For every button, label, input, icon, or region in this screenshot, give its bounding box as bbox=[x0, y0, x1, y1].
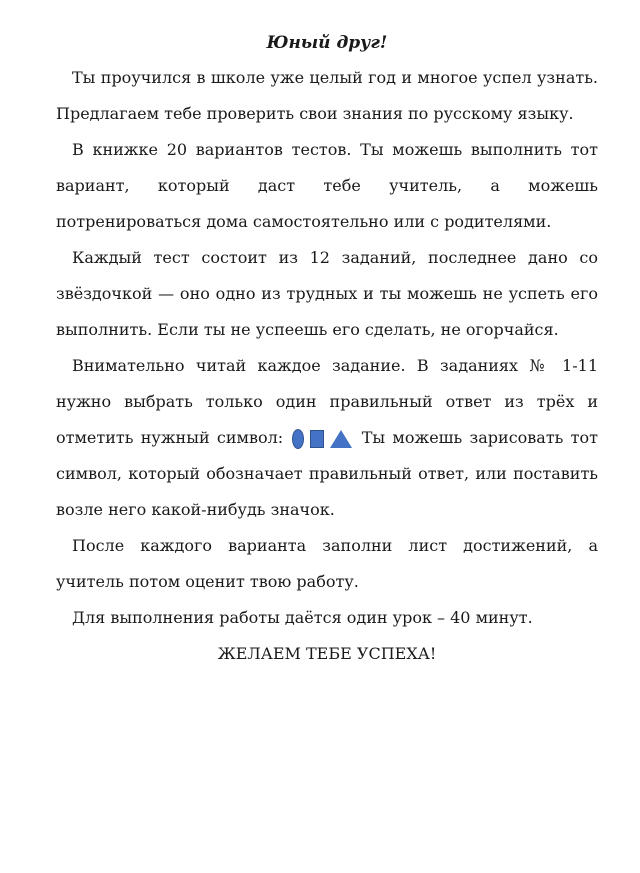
paragraph-variants: В книжке 20 вариантов тестов. Ты можешь выполнить тот вариант, который даст тебе учитель, а можешь потренироваться дома самостоятельно или с родителями. bbox=[56, 140, 598, 231]
paragraph-instructions-part2: Ты можешь зарисовать тот символ, который обозначает правильный ответ, или поставить возле него какой-нибудь значок. bbox=[56, 428, 599, 519]
rectangle-icon bbox=[310, 430, 324, 448]
paragraph-time: Для выполнения работы даётся один урок – 40 минут. bbox=[72, 608, 533, 627]
paragraph-instructions bbox=[56, 348, 598, 528]
page-title: Юный друг! bbox=[266, 33, 388, 53]
answer-symbols bbox=[292, 429, 352, 449]
paragraph-achievements: После каждого варианта заполни лист достижений, а учитель потом оценит твою работу. bbox=[56, 536, 598, 591]
paragraph-intro: Ты проучился в школе уже целый год и многое успел узнать. Предлагаем тебе проверить свои знания по русскому языку. bbox=[56, 68, 598, 123]
document-page bbox=[56, 30, 598, 672]
paragraph-instructions-part1: Внимательно читай каждое задание. В заданиях № 1-11 нужно выбрать только один правильный ответ из трёх и отметить нужный символ: bbox=[56, 356, 598, 447]
oval-icon bbox=[292, 429, 304, 449]
triangle-icon bbox=[330, 430, 352, 448]
paragraph-tasks: Каждый тест состоит из 12 заданий, последнее дано со звёздочкой — оно одно из трудных и ты можешь не успеть его выполнить. Если ты не успеешь его сделать, не огорчайся. bbox=[56, 248, 598, 339]
closing-message: ЖЕЛАЕМ ТЕБЕ УСПЕХА! bbox=[217, 644, 437, 663]
